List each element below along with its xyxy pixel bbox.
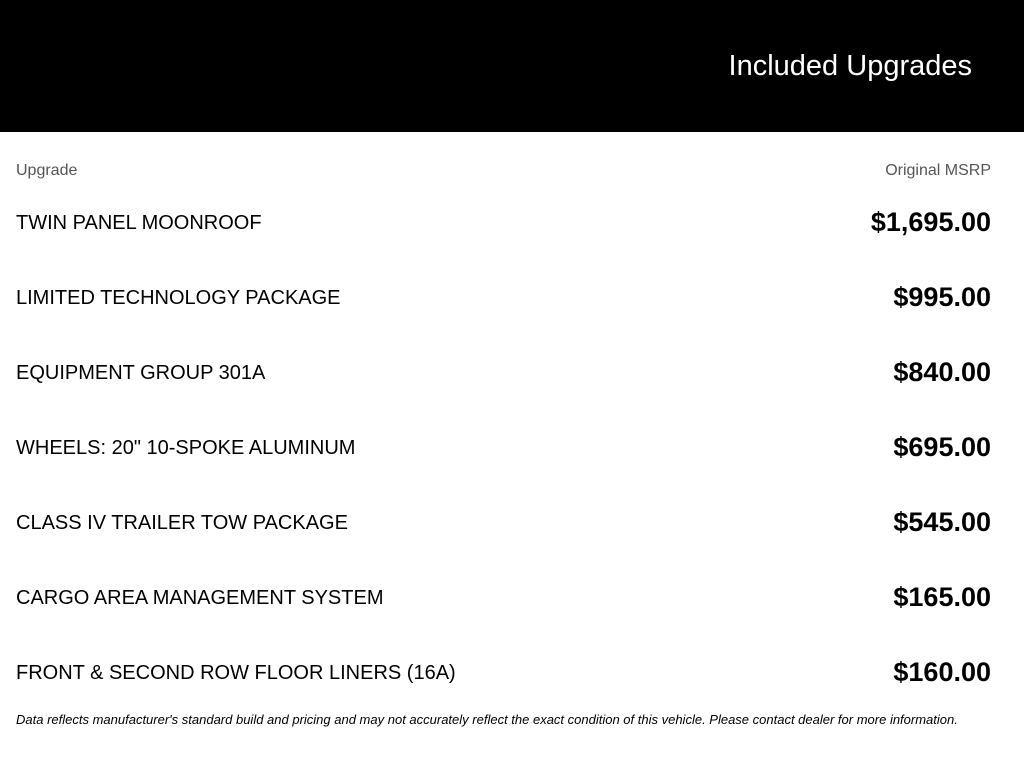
upgrade-name: CLASS IV TRAILER TOW PACKAGE: [16, 512, 348, 534]
table-row: [16, 278, 991, 353]
table-row: [16, 578, 991, 653]
table-row: [16, 203, 991, 278]
upgrade-name: CARGO AREA MANAGEMENT SYSTEM: [16, 587, 384, 609]
page-title: Included Upgrades: [728, 50, 972, 82]
disclaimer-text: Data reflects manufacturer's standard build and pricing and may not accurately reflect the exact condition of this vehicle. Please contact dealer for more information.: [16, 712, 958, 727]
upgrade-name: WHEELS: 20" 10-SPOKE ALUMINUM: [16, 437, 356, 459]
upgrade-price: $1,695.00: [870, 207, 991, 237]
table-header: [16, 161, 991, 181]
upgrade-name: EQUIPMENT GROUP 301A: [16, 362, 266, 384]
upgrade-name: LIMITED TECHNOLOGY PACKAGE: [16, 287, 341, 309]
table-row: [16, 428, 991, 503]
upgrade-name: TWIN PANEL MOONROOF: [16, 212, 262, 234]
upgrade-price: $545.00: [893, 507, 991, 537]
upgrade-price: $995.00: [893, 282, 991, 312]
header-banner: [0, 0, 1024, 132]
table-row: [16, 353, 991, 428]
upgrade-price: $840.00: [893, 357, 991, 387]
upgrade-price: $160.00: [893, 657, 991, 687]
upgrade-name: FRONT & SECOND ROW FLOOR LINERS (16A): [16, 662, 456, 684]
column-heading-msrp: Original MSRP: [885, 162, 991, 179]
upgrades-list: [16, 203, 991, 728]
table-row: [16, 503, 991, 578]
upgrade-price: $695.00: [893, 432, 991, 462]
upgrade-price: $165.00: [893, 582, 991, 612]
column-heading-upgrade: Upgrade: [16, 162, 78, 179]
